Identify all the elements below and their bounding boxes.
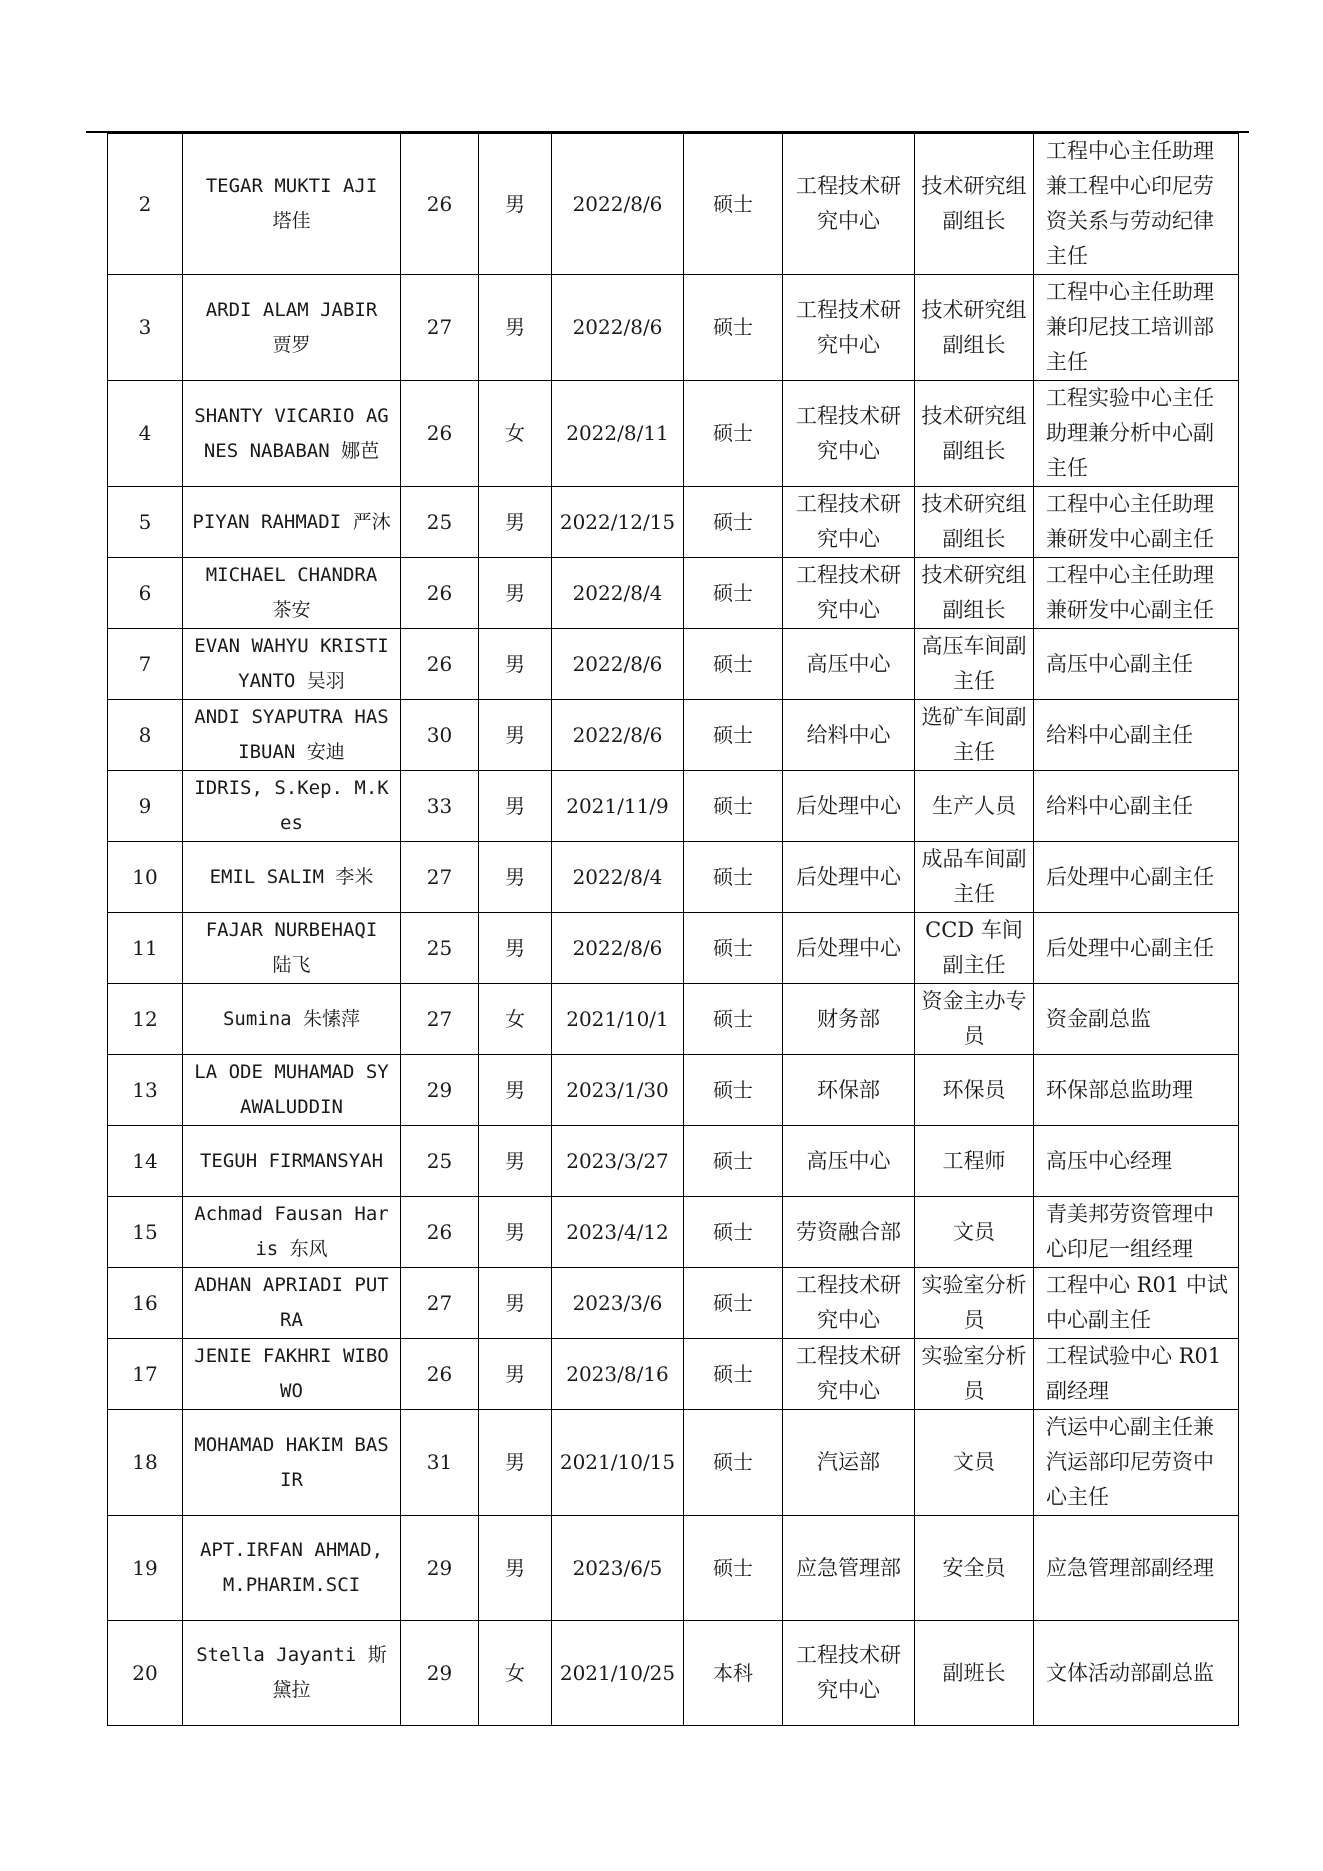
hire-date-cell: 2022/8/6 (552, 913, 684, 984)
degree-cell: 硕士 (684, 1410, 783, 1516)
hire-date-cell: 2021/10/1 (552, 984, 684, 1055)
position-cell: 环保部总监助理 (1034, 1055, 1239, 1126)
name-cell: ADHAN APRIADI PUTRA (183, 1268, 401, 1339)
department-cell: 工程技术研究中心 (783, 381, 915, 487)
name-cell: TEGAR MUKTI AJI 塔佳 (183, 133, 401, 275)
age-cell: 25 (401, 913, 479, 984)
name-cell: MICHAEL CHANDRA 茶安 (183, 558, 401, 629)
hire-date-cell: 2022/8/11 (552, 381, 684, 487)
table-row (108, 629, 1239, 700)
table-row (108, 1268, 1239, 1339)
job-title-cell: 技术研究组副组长 (915, 558, 1034, 629)
age-cell: 27 (401, 1268, 479, 1339)
table-row (108, 842, 1239, 913)
gender-cell: 男 (479, 487, 552, 558)
degree-cell: 硕士 (684, 1339, 783, 1410)
degree-cell: 硕士 (684, 1197, 783, 1268)
hire-date-cell: 2022/8/6 (552, 629, 684, 700)
position-cell: 汽运中心副主任兼汽运部印尼劳资中心主任 (1034, 1410, 1239, 1516)
degree-cell: 硕士 (684, 771, 783, 842)
row-number-cell: 8 (108, 700, 183, 771)
age-cell: 25 (401, 1126, 479, 1197)
job-title-cell: 高压车间副主任 (915, 629, 1034, 700)
gender-cell: 男 (479, 629, 552, 700)
job-title-cell: 工程师 (915, 1126, 1034, 1197)
age-cell: 26 (401, 1197, 479, 1268)
department-cell: 工程技术研究中心 (783, 275, 915, 381)
age-cell: 27 (401, 842, 479, 913)
degree-cell: 硕士 (684, 700, 783, 771)
age-cell: 30 (401, 700, 479, 771)
job-title-cell: 技术研究组副组长 (915, 487, 1034, 558)
degree-cell: 硕士 (684, 275, 783, 381)
row-number-cell: 17 (108, 1339, 183, 1410)
table-row (108, 133, 1239, 275)
name-cell: JENIE FAKHRI WIBOWO (183, 1339, 401, 1410)
age-cell: 27 (401, 984, 479, 1055)
age-cell: 33 (401, 771, 479, 842)
row-number-cell: 16 (108, 1268, 183, 1339)
age-cell: 26 (401, 558, 479, 629)
hire-date-cell: 2023/8/16 (552, 1339, 684, 1410)
hire-date-cell: 2021/10/15 (552, 1410, 684, 1516)
job-title-cell: 副班长 (915, 1621, 1034, 1726)
department-cell: 后处理中心 (783, 771, 915, 842)
gender-cell: 男 (479, 1126, 552, 1197)
job-title-cell: 技术研究组副组长 (915, 381, 1034, 487)
gender-cell: 男 (479, 842, 552, 913)
row-number-cell: 10 (108, 842, 183, 913)
position-cell: 工程实验中心主任助理兼分析中心副主任 (1034, 381, 1239, 487)
degree-cell: 硕士 (684, 1126, 783, 1197)
row-number-cell: 15 (108, 1197, 183, 1268)
degree-cell: 硕士 (684, 1055, 783, 1126)
gender-cell: 男 (479, 1268, 552, 1339)
position-cell: 工程中心主任助理兼工程中心印尼劳资关系与劳动纪律主任 (1034, 133, 1239, 275)
department-cell: 汽运部 (783, 1410, 915, 1516)
department-cell: 工程技术研究中心 (783, 133, 915, 275)
job-title-cell: 选矿车间副主任 (915, 700, 1034, 771)
gender-cell: 男 (479, 1339, 552, 1410)
position-cell: 资金副总监 (1034, 984, 1239, 1055)
job-title-cell: 实验室分析员 (915, 1268, 1034, 1339)
job-title-cell: 生产人员 (915, 771, 1034, 842)
gender-cell: 男 (479, 913, 552, 984)
table-row (108, 1516, 1239, 1621)
name-cell: FAJAR NURBEHAQI 陆飞 (183, 913, 401, 984)
hire-date-cell: 2023/3/6 (552, 1268, 684, 1339)
name-cell: MOHAMAD HAKIM BASIR (183, 1410, 401, 1516)
degree-cell: 硕士 (684, 842, 783, 913)
job-title-cell: 技术研究组副组长 (915, 133, 1034, 275)
table-row (108, 1197, 1239, 1268)
department-cell: 给料中心 (783, 700, 915, 771)
department-cell: 后处理中心 (783, 842, 915, 913)
table-row (108, 1339, 1239, 1410)
job-title-cell: 环保员 (915, 1055, 1034, 1126)
name-cell: Sumina 朱愫萍 (183, 984, 401, 1055)
age-cell: 29 (401, 1516, 479, 1621)
gender-cell: 女 (479, 984, 552, 1055)
position-cell: 青美邦劳资管理中心印尼一组经理 (1034, 1197, 1239, 1268)
table-row (108, 1410, 1239, 1516)
degree-cell: 硕士 (684, 629, 783, 700)
name-cell: PIYAN RAHMADI 严沐 (183, 487, 401, 558)
row-number-cell: 11 (108, 913, 183, 984)
position-cell: 工程中心主任助理兼研发中心副主任 (1034, 487, 1239, 558)
degree-cell: 硕士 (684, 984, 783, 1055)
name-cell: Achmad Fausan Haris 东风 (183, 1197, 401, 1268)
name-cell: ANDI SYAPUTRA HASIBUAN 安迪 (183, 700, 401, 771)
hire-date-cell: 2021/11/9 (552, 771, 684, 842)
gender-cell: 男 (479, 1410, 552, 1516)
department-cell: 应急管理部 (783, 1516, 915, 1621)
job-title-cell: 文员 (915, 1410, 1034, 1516)
position-cell: 应急管理部副经理 (1034, 1516, 1239, 1621)
gender-cell: 男 (479, 133, 552, 275)
row-number-cell: 4 (108, 381, 183, 487)
department-cell: 劳资融合部 (783, 1197, 915, 1268)
gender-cell: 男 (479, 1197, 552, 1268)
department-cell: 高压中心 (783, 629, 915, 700)
table-row (108, 275, 1239, 381)
hire-date-cell: 2023/6/5 (552, 1516, 684, 1621)
age-cell: 26 (401, 381, 479, 487)
position-cell: 给料中心副主任 (1034, 700, 1239, 771)
hire-date-cell: 2022/8/4 (552, 842, 684, 913)
position-cell: 文体活动部副总监 (1034, 1621, 1239, 1726)
degree-cell: 硕士 (684, 1268, 783, 1339)
department-cell: 环保部 (783, 1055, 915, 1126)
degree-cell: 硕士 (684, 1516, 783, 1621)
row-number-cell: 12 (108, 984, 183, 1055)
age-cell: 29 (401, 1621, 479, 1726)
department-cell: 高压中心 (783, 1126, 915, 1197)
degree-cell: 硕士 (684, 133, 783, 275)
department-cell: 工程技术研究中心 (783, 1621, 915, 1726)
row-number-cell: 20 (108, 1621, 183, 1726)
name-cell: Stella Jayanti 斯黛拉 (183, 1621, 401, 1726)
row-number-cell: 2 (108, 133, 183, 275)
hire-date-cell: 2022/12/15 (552, 487, 684, 558)
row-number-cell: 9 (108, 771, 183, 842)
name-cell: EMIL SALIM 李米 (183, 842, 401, 913)
gender-cell: 男 (479, 275, 552, 381)
hire-date-cell: 2022/8/4 (552, 558, 684, 629)
position-cell: 工程中心主任助理兼研发中心副主任 (1034, 558, 1239, 629)
hire-date-cell: 2022/8/6 (552, 700, 684, 771)
table-row (108, 558, 1239, 629)
gender-cell: 女 (479, 1621, 552, 1726)
name-cell: EVAN WAHYU KRISTIYANTO 吴羽 (183, 629, 401, 700)
gender-cell: 女 (479, 381, 552, 487)
row-number-cell: 13 (108, 1055, 183, 1126)
table-body (108, 133, 1239, 1726)
position-cell: 工程试验中心 R01 副经理 (1034, 1339, 1239, 1410)
degree-cell: 硕士 (684, 913, 783, 984)
department-cell: 工程技术研究中心 (783, 487, 915, 558)
personnel-table (107, 132, 1239, 1726)
name-cell: LA ODE MUHAMAD SYAWALUDDIN (183, 1055, 401, 1126)
hire-date-cell: 2023/1/30 (552, 1055, 684, 1126)
hire-date-cell: 2023/3/27 (552, 1126, 684, 1197)
table-row (108, 913, 1239, 984)
age-cell: 26 (401, 1339, 479, 1410)
row-number-cell: 5 (108, 487, 183, 558)
table-row (108, 700, 1239, 771)
row-number-cell: 18 (108, 1410, 183, 1516)
age-cell: 27 (401, 275, 479, 381)
age-cell: 26 (401, 133, 479, 275)
department-cell: 工程技术研究中心 (783, 558, 915, 629)
table-row (108, 1126, 1239, 1197)
position-cell: 给料中心副主任 (1034, 771, 1239, 842)
table-row (108, 381, 1239, 487)
table-row (108, 1055, 1239, 1126)
row-number-cell: 3 (108, 275, 183, 381)
job-title-cell: 安全员 (915, 1516, 1034, 1621)
name-cell: IDRIS, S.Kep. M.Kes (183, 771, 401, 842)
gender-cell: 男 (479, 771, 552, 842)
job-title-cell: 实验室分析员 (915, 1339, 1034, 1410)
hire-date-cell: 2022/8/6 (552, 133, 684, 275)
row-number-cell: 6 (108, 558, 183, 629)
degree-cell: 硕士 (684, 487, 783, 558)
hire-date-cell: 2021/10/25 (552, 1621, 684, 1726)
job-title-cell: CCD 车间副主任 (915, 913, 1034, 984)
age-cell: 25 (401, 487, 479, 558)
table-row (108, 771, 1239, 842)
name-cell: ARDI ALAM JABIR 贾罗 (183, 275, 401, 381)
job-title-cell: 成品车间副主任 (915, 842, 1034, 913)
row-number-cell: 14 (108, 1126, 183, 1197)
name-cell: SHANTY VICARIO AGNES NABABAN 娜芭 (183, 381, 401, 487)
age-cell: 26 (401, 629, 479, 700)
name-cell: TEGUH FIRMANSYAH (183, 1126, 401, 1197)
position-cell: 高压中心经理 (1034, 1126, 1239, 1197)
gender-cell: 男 (479, 1516, 552, 1621)
name-cell: APT.IRFAN AHMAD,M.PHARIM.SCI (183, 1516, 401, 1621)
gender-cell: 男 (479, 700, 552, 771)
table-row (108, 1621, 1239, 1726)
row-number-cell: 7 (108, 629, 183, 700)
job-title-cell: 文员 (915, 1197, 1034, 1268)
degree-cell: 硕士 (684, 381, 783, 487)
row-number-cell: 19 (108, 1516, 183, 1621)
position-cell: 高压中心副主任 (1034, 629, 1239, 700)
job-title-cell: 技术研究组副组长 (915, 275, 1034, 381)
degree-cell: 硕士 (684, 558, 783, 629)
position-cell: 工程中心主任助理兼印尼技工培训部主任 (1034, 275, 1239, 381)
age-cell: 31 (401, 1410, 479, 1516)
gender-cell: 男 (479, 558, 552, 629)
hire-date-cell: 2022/8/6 (552, 275, 684, 381)
department-cell: 工程技术研究中心 (783, 1339, 915, 1410)
table-row (108, 984, 1239, 1055)
age-cell: 29 (401, 1055, 479, 1126)
gender-cell: 男 (479, 1055, 552, 1126)
position-cell: 工程中心 R01 中试中心副主任 (1034, 1268, 1239, 1339)
job-title-cell: 资金主办专员 (915, 984, 1034, 1055)
table-row (108, 487, 1239, 558)
hire-date-cell: 2023/4/12 (552, 1197, 684, 1268)
degree-cell: 本科 (684, 1621, 783, 1726)
department-cell: 工程技术研究中心 (783, 1268, 915, 1339)
position-cell: 后处理中心副主任 (1034, 842, 1239, 913)
department-cell: 后处理中心 (783, 913, 915, 984)
department-cell: 财务部 (783, 984, 915, 1055)
position-cell: 后处理中心副主任 (1034, 913, 1239, 984)
